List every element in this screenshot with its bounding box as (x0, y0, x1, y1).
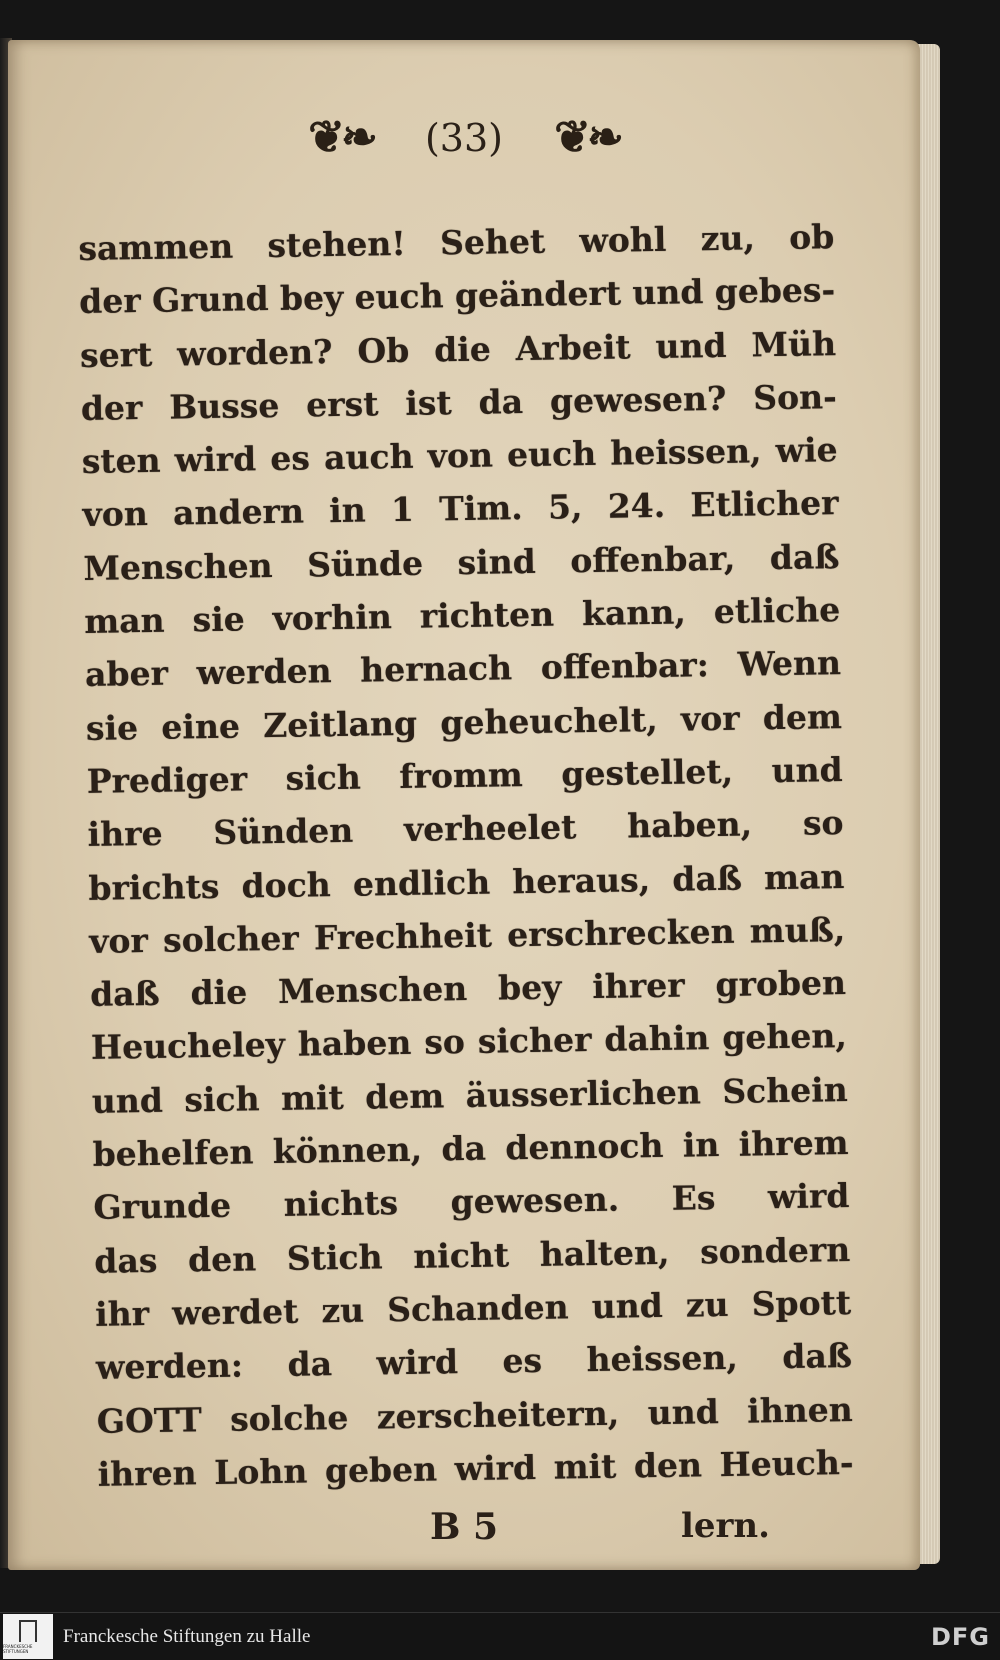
word: die (433, 329, 492, 370)
word: Etlicher (690, 483, 839, 525)
word: äusserlichen (465, 1072, 702, 1115)
word: haben, (626, 804, 753, 846)
word: GOTT (96, 1399, 203, 1441)
word: Heucheley (90, 1025, 286, 1068)
word: fromm (399, 755, 524, 796)
signature-mark: B 5 (430, 1506, 499, 1548)
word: Heuch- (719, 1442, 854, 1484)
word: auch (323, 436, 414, 478)
word: dem (364, 1076, 445, 1117)
word: gewesen? (549, 378, 727, 421)
word: nicht (412, 1234, 510, 1276)
institution-name[interactable]: Franckesche Stiftungen zu Halle (63, 1625, 311, 1647)
word: Lohn (213, 1451, 308, 1492)
word: kann, (581, 592, 687, 634)
word: richten (419, 594, 555, 636)
word: 5, (547, 487, 583, 528)
word: den (187, 1238, 257, 1280)
word: und (632, 272, 704, 313)
word: euch (506, 434, 597, 475)
word: man (83, 600, 165, 642)
word: vor (88, 920, 149, 961)
word: halten, (539, 1232, 670, 1274)
word: dem (762, 696, 843, 737)
word: zu (321, 1290, 365, 1331)
dfg-logo[interactable]: DFG (930, 1622, 990, 1651)
word: daß (769, 536, 840, 577)
word: sich (184, 1079, 260, 1120)
word: Spott (751, 1282, 852, 1324)
word: zu, (700, 218, 756, 259)
word: Stich (286, 1236, 383, 1278)
word: wird (376, 1342, 459, 1383)
word: verheelet (403, 807, 577, 850)
word: heraus, (512, 859, 651, 901)
word: hernach (359, 648, 513, 690)
logo-text: FRANCKESCHE STIFTUNGEN (3, 1643, 33, 1654)
word: Sehet (439, 221, 546, 263)
word: ihre (87, 814, 163, 855)
word: gehen, (722, 1016, 848, 1058)
word: brichts (88, 866, 220, 908)
word: so (802, 803, 844, 843)
word: erst (305, 384, 379, 425)
word: vor (680, 698, 740, 739)
word: ist (405, 383, 453, 423)
word: können, (272, 1129, 423, 1172)
word: andern (172, 491, 305, 534)
word: stehen! (267, 223, 407, 266)
word: wohl (579, 219, 667, 261)
word: sondern (699, 1229, 851, 1271)
word: doch (241, 864, 332, 906)
word: gewesen. (450, 1179, 620, 1222)
word: wird (454, 1447, 537, 1489)
word: vorhin (272, 597, 393, 639)
word: ihrer (591, 965, 685, 1007)
word: worden? (176, 331, 333, 374)
word: der (80, 387, 143, 428)
word: zu (685, 1284, 729, 1325)
word: in (682, 1125, 720, 1165)
word: muß, (749, 909, 846, 951)
word: geben (324, 1449, 438, 1491)
word: geheuchelt, (440, 699, 658, 743)
word: Grund (151, 279, 269, 321)
word: behelfen (92, 1132, 254, 1174)
header-ornament-left: ❦❧ (308, 112, 374, 163)
word: Frechheit (313, 915, 493, 958)
logo-mark-icon (19, 1620, 37, 1642)
page-number: (33) (424, 115, 503, 160)
word: geändert (454, 273, 622, 316)
word: euch (354, 276, 444, 317)
word: die (190, 972, 248, 1013)
word: und (655, 325, 727, 366)
word: Zeitlang (262, 703, 418, 745)
page-footer (8, 1506, 920, 1556)
word: gebes- (714, 270, 836, 312)
word: heissen, (586, 1338, 739, 1380)
word: daß (782, 1336, 853, 1377)
word: Menschen (83, 545, 273, 588)
book-page (8, 40, 920, 1570)
word: aber (84, 654, 169, 695)
word: werden: (95, 1345, 244, 1388)
word: von (427, 435, 494, 476)
word: Müh (751, 323, 837, 365)
word: sicher (477, 1020, 592, 1062)
word: sich (285, 757, 362, 798)
word: werden (196, 651, 332, 693)
word: das (94, 1240, 158, 1281)
word: haben (297, 1023, 412, 1065)
word: und (591, 1285, 664, 1327)
word: da (287, 1344, 333, 1385)
word: Menschen (277, 969, 468, 1012)
word: bey (279, 278, 344, 319)
word: daß (89, 973, 160, 1015)
word: solcher (162, 918, 299, 960)
word: der (78, 281, 142, 322)
word: heissen, (610, 431, 762, 473)
word: Es (671, 1178, 716, 1219)
word: mit (553, 1446, 617, 1487)
word: bey (497, 967, 562, 1008)
word: Prediger (86, 759, 248, 801)
word: und (647, 1391, 720, 1432)
word: groben (715, 963, 847, 1005)
word: Ob (357, 330, 410, 371)
word: offenbar, (569, 538, 736, 581)
institution-logo[interactable] (3, 1614, 53, 1659)
word: sammen (78, 226, 234, 268)
catchword: lern. (680, 1506, 770, 1546)
word: daß (672, 858, 743, 899)
word: dennoch (505, 1125, 664, 1168)
text-line (97, 1436, 854, 1501)
word: Son- (752, 376, 838, 418)
word: solche (229, 1397, 349, 1439)
word: wird (767, 1176, 850, 1217)
word: offenbar: (540, 645, 710, 688)
word: wird (174, 439, 257, 480)
word: dahin (604, 1018, 710, 1060)
word: etliche (713, 590, 841, 632)
word: und (771, 750, 843, 791)
word: eine (161, 706, 241, 747)
word: ob (788, 217, 835, 257)
word: von (82, 494, 149, 535)
body-text (78, 210, 854, 1501)
word: Schanden (386, 1287, 569, 1330)
word: in (328, 491, 367, 531)
word: Sünden (213, 811, 354, 853)
word: Arbeit (515, 326, 631, 368)
word: es (270, 438, 311, 479)
word: den (633, 1445, 703, 1486)
word: da (441, 1128, 487, 1169)
word: erschrecken (506, 911, 735, 955)
word: ihnen (746, 1389, 854, 1431)
page-fore-edge (918, 44, 940, 1564)
running-header (8, 112, 920, 163)
word: es (502, 1341, 543, 1381)
word: man (763, 856, 845, 897)
word: gestellet, (561, 751, 734, 794)
header-ornament-right: ❦❧ (554, 112, 620, 163)
word: mit (280, 1077, 345, 1118)
word: 1 (390, 490, 415, 530)
word: Wenn (737, 643, 842, 685)
word: sie (192, 599, 246, 640)
word: so (423, 1022, 466, 1063)
word: werdet (171, 1291, 299, 1333)
word: ihren (97, 1453, 197, 1494)
word: sind (457, 541, 537, 582)
word: und (91, 1080, 164, 1121)
word: Grunde (93, 1186, 232, 1228)
word: Tim. (438, 488, 524, 529)
word: ihrem (738, 1123, 849, 1164)
word: Busse (168, 385, 280, 427)
word: da (478, 381, 524, 422)
word: endlich (352, 862, 491, 904)
word: ihr (94, 1293, 150, 1334)
word: sert (79, 334, 153, 375)
viewer-footer-bar (0, 1612, 1000, 1660)
word: Sünde (306, 543, 424, 585)
word: sten (81, 440, 161, 482)
word: 24. (607, 486, 666, 527)
word: Schein (721, 1069, 849, 1111)
word: sie (85, 707, 139, 748)
word: wie (775, 430, 838, 471)
word: nichts (283, 1183, 399, 1225)
word: zerscheitern, (376, 1393, 620, 1436)
